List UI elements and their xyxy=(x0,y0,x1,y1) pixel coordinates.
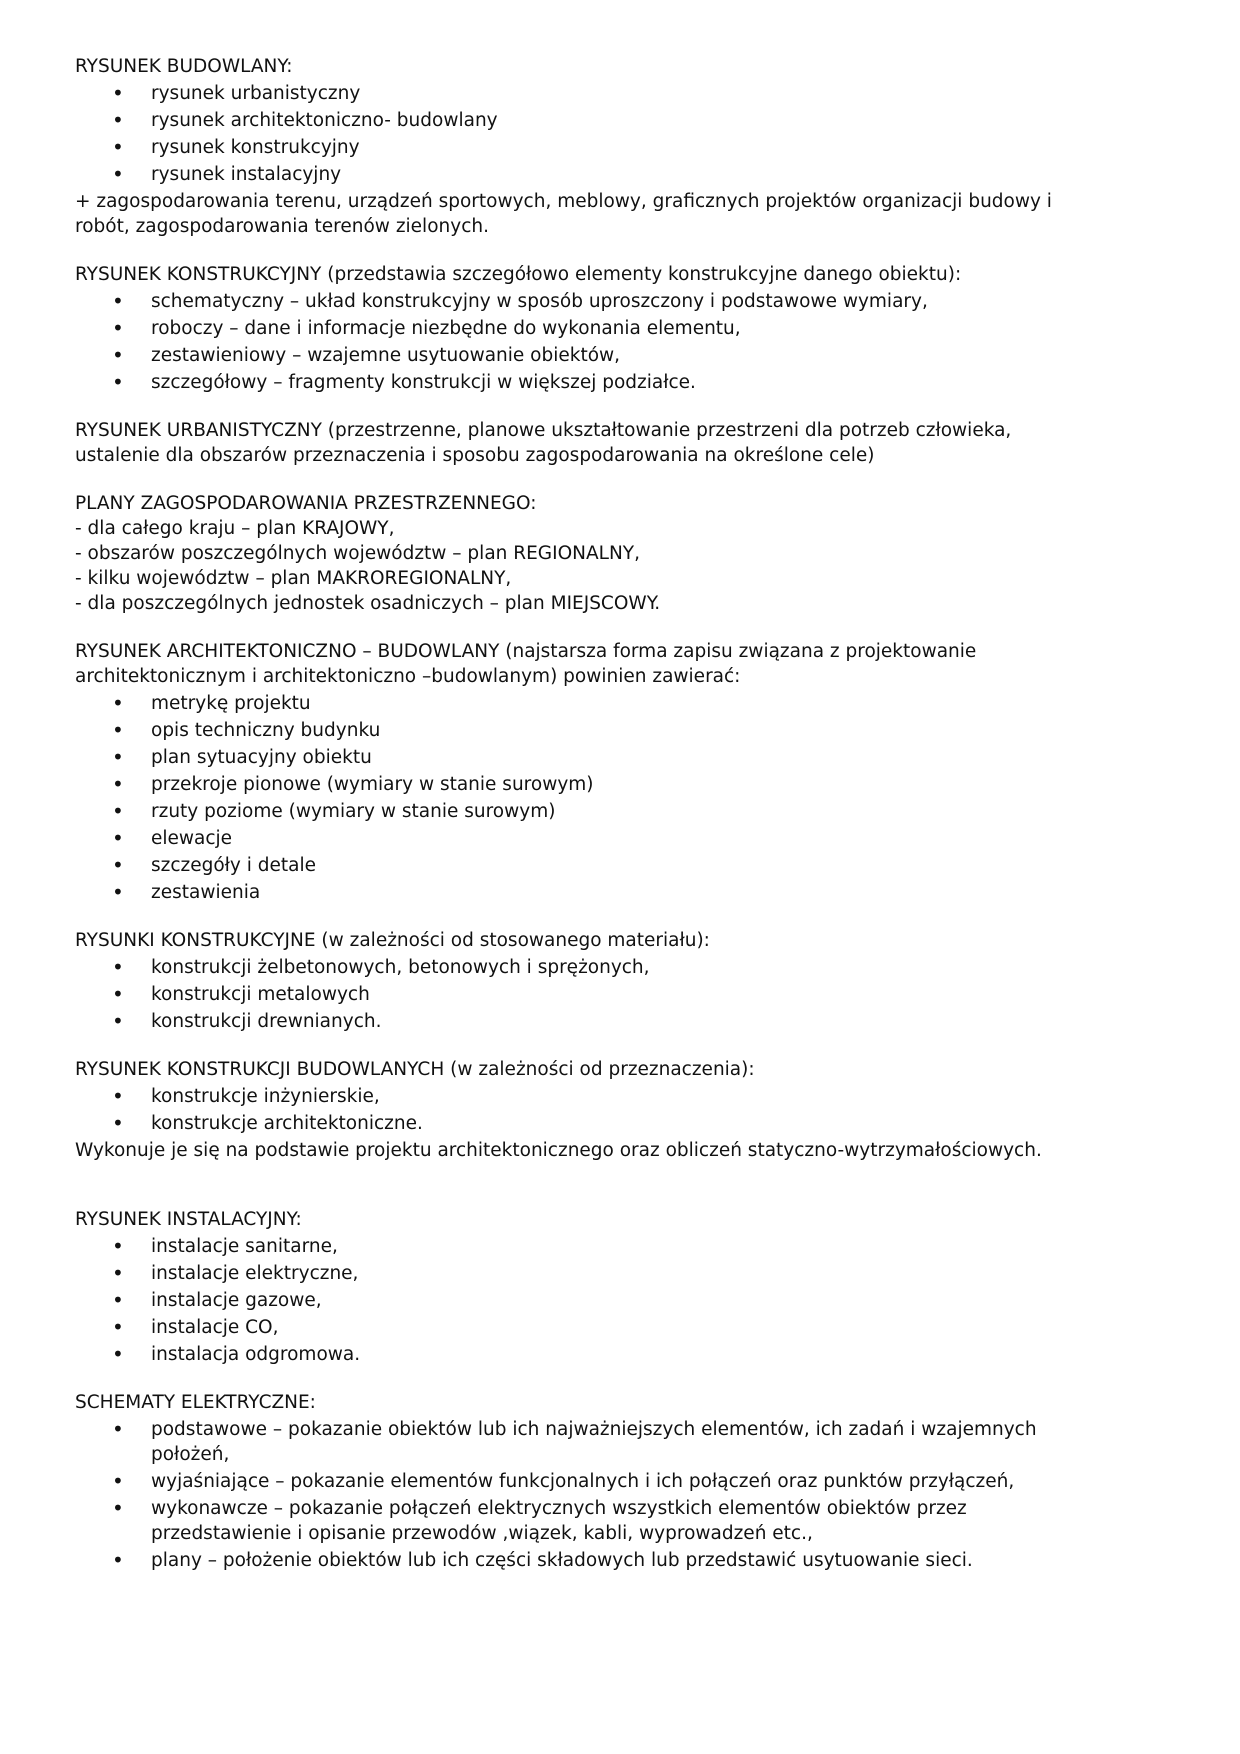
section-heading: RYSUNEK ARCHITEKTONICZNO – BUDOWLANY (najstarsza forma zapisu związana z projektowanie architektonicznym i architektoniczno –budowlanym) powinien zawierać: xyxy=(75,641,977,687)
section-rysunek-konstrukcyjny xyxy=(75,262,1100,395)
bullet-icon: • xyxy=(112,826,124,850)
bullet-icon: • xyxy=(112,1084,124,1108)
section-heading: RYSUNEK KONSTRUKCYJNY (przedstawia szczegółowo elementy konstrukcyjne danego obiektu): xyxy=(75,264,962,285)
bullet-icon: • xyxy=(112,1315,124,1339)
section-rysunek-budowlany xyxy=(75,54,1100,239)
bullet-icon: • xyxy=(112,1342,124,1366)
bullet-icon: • xyxy=(112,343,124,367)
list-item: • konstrukcji metalowych xyxy=(112,982,370,1006)
bullet-icon: • xyxy=(112,81,124,105)
section-heading: PLANY ZAGOSPODAROWANIA PRZESTRZENNEGO: xyxy=(75,493,537,514)
section-heading: RYSUNEK INSTALACYJNY: xyxy=(75,1209,302,1230)
list-item: • konstrukcji żelbetonowych, betonowych i sprężonych, xyxy=(112,955,650,979)
bullet-icon: • xyxy=(112,880,124,904)
section-schematy-elektryczne xyxy=(75,1390,1100,1573)
bullet-icon: • xyxy=(112,370,124,394)
section-heading: RYSUNEK URBANISTYCZNY (przestrzenne, planowe ukształtowanie przestrzeni dla potrzeb człowieka, ustalenie dla obszarów przeznaczenia i sposobu zagospodarowania na określone cele) xyxy=(75,420,1012,466)
section-rysunek-urbanistyczny xyxy=(75,418,1100,468)
list-item: • metrykę projektu xyxy=(112,691,311,715)
list-item: • plany – położenie obiektów lub ich części składowych lub przedstawić usytuowanie sieci. xyxy=(112,1548,973,1572)
bullet-icon: • xyxy=(112,745,124,769)
list-item: • szczegóły i detale xyxy=(112,853,317,877)
section-rysunek-konstrukcji-budowlanych xyxy=(75,1057,1100,1163)
plan-line: - obszarów poszczególnych województw – plan REGIONALNY, xyxy=(75,543,640,564)
bullet-list xyxy=(75,1234,1100,1367)
section-rysunki-konstrukcyjne xyxy=(75,928,1100,1034)
list-item: • elewacje xyxy=(112,826,233,850)
section-heading: SCHEMATY ELEKTRYCZNE: xyxy=(75,1392,316,1413)
list-item: • konstrukcje inżynierskie, xyxy=(112,1084,380,1108)
list-item: • podstawowe – pokazanie obiektów lub ich najważniejszych elementów, ich zadań i wzajemnych położeń, xyxy=(112,1417,1037,1465)
list-item: • instalacje elektryczne, xyxy=(112,1261,359,1285)
bullet-icon: • xyxy=(112,1111,124,1135)
bullet-icon: • xyxy=(112,289,124,313)
list-item: • roboczy – dane i informacje niezbędne do wykonania elementu, xyxy=(112,316,741,340)
list-item: • wyjaśniające – pokazanie elementów funkcjonalnych i ich połączeń oraz punktów przyłączeń, xyxy=(112,1469,1015,1493)
bullet-icon: • xyxy=(112,853,124,877)
bullet-icon: • xyxy=(112,1009,124,1033)
section-heading: RYSUNEK KONSTRUKCJI BUDOWLANYCH (w zależności od przeznaczenia): xyxy=(75,1059,755,1080)
bullet-icon: • xyxy=(112,718,124,742)
bullet-icon: • xyxy=(112,799,124,823)
section-rysunek-architektoniczno-budowlany xyxy=(75,639,1100,905)
section-plany-zagospodarowania xyxy=(75,491,1100,616)
list-item: • instalacja odgromowa. xyxy=(112,1342,361,1366)
bullet-icon: • xyxy=(112,1261,124,1285)
list-item: • instalacje CO, xyxy=(112,1315,279,1339)
list-item: • konstrukcji drewnianych. xyxy=(112,1009,382,1033)
bullet-list xyxy=(75,1417,1100,1573)
list-item: • wykonawcze – pokazanie połączeń elektrycznych wszystkich elementów obiektów przez przedstawienie i opisanie przewodów ,wiązek, kabli, wyprowadzeń etc., xyxy=(112,1496,967,1544)
bullet-icon: • xyxy=(112,316,124,340)
bullet-icon: • xyxy=(112,135,124,159)
bullet-icon: • xyxy=(112,982,124,1006)
bullet-list xyxy=(75,955,1100,1034)
bullet-list xyxy=(75,691,1100,905)
section-rysunek-instalacyjny xyxy=(75,1207,1100,1367)
list-item: • przekroje pionowe (wymiary w stanie surowym) xyxy=(112,772,594,796)
list-item: • szczegółowy – fragmenty konstrukcji w większej podziałce. xyxy=(112,370,696,394)
plan-line: - dla całego kraju – plan KRAJOWY, xyxy=(75,518,395,539)
bullet-icon: • xyxy=(112,955,124,979)
bullet-icon: • xyxy=(112,1288,124,1312)
list-item: • rzuty poziome (wymiary w stanie surowym) xyxy=(112,799,556,823)
bullet-icon: • xyxy=(112,1496,124,1520)
bullet-icon: • xyxy=(112,1548,124,1572)
bullet-list xyxy=(75,81,1100,187)
section-note: Wykonuje je się na podstawie projektu architektonicznego oraz obliczeń statyczno-wytrzymałościowych. xyxy=(75,1140,1042,1161)
list-item: • rysunek instalacyjny xyxy=(112,162,342,186)
list-item: • zestawieniowy – wzajemne usytuowanie obiektów, xyxy=(112,343,621,367)
list-item: • rysunek urbanistyczny xyxy=(112,81,361,105)
plan-line: - dla poszczególnych jednostek osadniczych – plan MIEJSCOWY. xyxy=(75,593,661,614)
list-item: • instalacje sanitarne, xyxy=(112,1234,338,1258)
section-note: + zagospodarowania terenu, urządzeń sportowych, meblowy, graficznych projektów organizacji budowy i robót, zagospodarowania terenów zielonych. xyxy=(75,191,1052,237)
bullet-icon: • xyxy=(112,1469,124,1493)
list-item: • plan sytuacyjny obiektu xyxy=(112,745,372,769)
bullet-icon: • xyxy=(112,691,124,715)
list-item: • rysunek architektoniczno- budowlany xyxy=(112,108,498,132)
section-heading: RYSUNEK BUDOWLANY: xyxy=(75,56,293,77)
list-item: • opis techniczny budynku xyxy=(112,718,381,742)
bullet-icon: • xyxy=(112,162,124,186)
list-item: • zestawienia xyxy=(112,880,261,904)
bullet-icon: • xyxy=(112,772,124,796)
list-item: • rysunek konstrukcyjny xyxy=(112,135,360,159)
list-item: • konstrukcje architektoniczne. xyxy=(112,1111,423,1135)
list-item: • instalacje gazowe, xyxy=(112,1288,322,1312)
bullet-icon: • xyxy=(112,1234,124,1258)
section-heading: RYSUNKI KONSTRUKCYJNE (w zależności od stosowanego materiału): xyxy=(75,930,710,951)
bullet-icon: • xyxy=(112,1417,124,1441)
plan-line: - kilku województw – plan MAKROREGIONALNY, xyxy=(75,568,512,589)
bullet-list xyxy=(75,1084,1100,1136)
list-item: • schematyczny – układ konstrukcyjny w sposób uproszczony i podstawowe wymiary, xyxy=(112,289,928,313)
bullet-icon: • xyxy=(112,108,124,132)
bullet-list xyxy=(75,289,1100,395)
